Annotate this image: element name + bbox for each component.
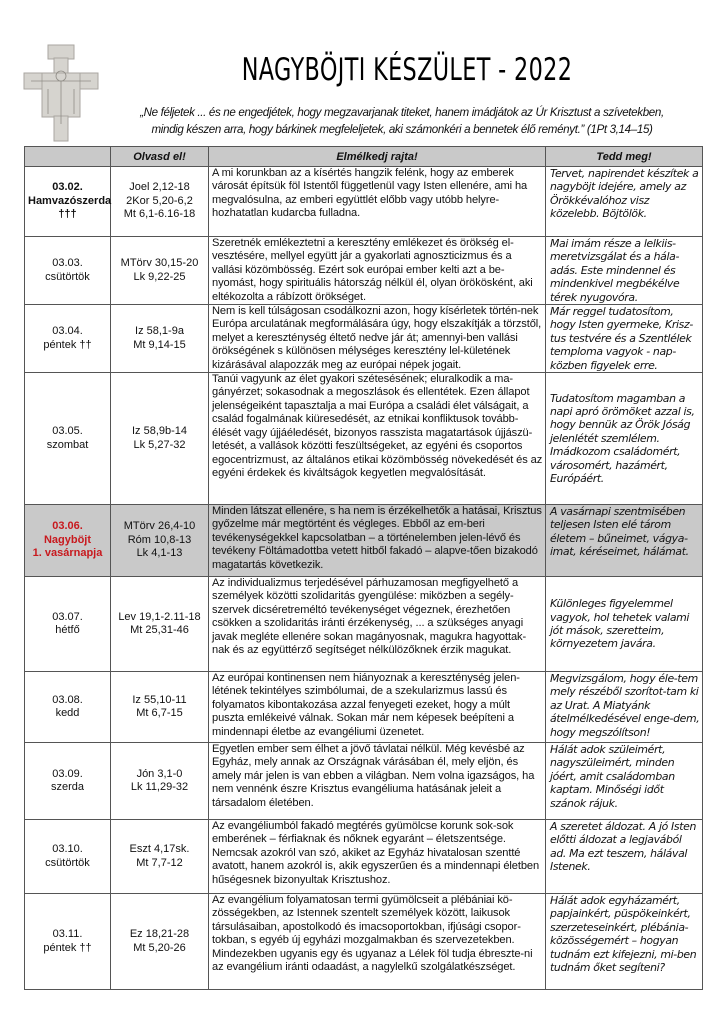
date-date: 03.05. xyxy=(52,425,83,438)
table-row xyxy=(25,894,703,990)
date-marks: 1. vasárnapja xyxy=(32,547,103,560)
date-cell xyxy=(25,672,111,743)
date-date: 03.03. xyxy=(52,257,83,270)
quote-line-1: „Ne féljetek ... és ne engedjétek, hogy megzavarjanak titeket, hanem imádjátok az Úr Krisztust a szívetekben, xyxy=(140,106,664,119)
date-date: 03.02. xyxy=(52,181,83,194)
reading-reference: Róm 10,8-13 xyxy=(127,533,192,546)
action-cell: A szeretet áldozat. A jó Isten előtti áldozat a legjavából ad. Ma ezt teszem, hálával Istenek. xyxy=(546,820,703,894)
table-header-row xyxy=(25,147,703,167)
date-day: Nagyböjt xyxy=(43,533,92,546)
san-damiano-cross-icon xyxy=(23,44,99,142)
meditation-cell: A mi korunkban az a kísértés hangzik felénk, hogy az emberek városát építsük föl Istentől függetlenül vagy Isten ellenére, ami ha megvalósulna, az emberi együttlét előbb vagy utóbb helyre-hozhatatlan kudarcba fulladna. xyxy=(209,167,546,237)
reading-reference: Lk 5,27-32 xyxy=(133,438,186,451)
meditation-cell: Minden látszat ellenére, s ha nem is érzékelhetők a hatásai, Krisztus győzelme már megtörtént és végleges. Ebből az em-beri tevékenységekkel kapcsolatban – a történelemben jelen-lévő és tevékeny Föltámadottba vetett hitből fakadó – alapve-tően bizakodó magatartás következik. xyxy=(209,505,546,577)
date-day: Hamvazószerda xyxy=(28,194,112,207)
action-cell: Már reggel tudatosítom, hogy Isten gyermeke, Krisz-tus testvére és a Szentlélek temploma vagyok - nap-közben figyelek erre. xyxy=(546,305,703,373)
readings-cell xyxy=(111,305,209,373)
date-date: 03.09. xyxy=(52,767,83,780)
meditation-cell: Szeretnék emlékeztetni a keresztény emlékezet és örökség el-vesztésére, mellyel együtt jár a gyakorlati agnoszticizmus és a vallási közömbösség. Ezért sok európai ember kelti azt a be-nyomást, hogy spirituális hátország nélkül él, olyan örökösként, aki eltékozolta a rábízott örökséget. xyxy=(209,237,546,305)
date-cell xyxy=(25,577,111,672)
action-cell: Tervet, napirendet készítek a nagyböjt idejére, amely az Örökkévalóhoz visz közelebb. Böjtölök. xyxy=(546,167,703,237)
date-day: csütörtök xyxy=(45,856,90,869)
table-row xyxy=(25,373,703,505)
reading-reference: Lev 19,1-2.11-18 xyxy=(118,610,201,623)
reading-reference: 2Kor 5,20-6,2 xyxy=(126,194,193,207)
reading-reference: Iz 58,1-9a xyxy=(135,325,184,338)
column-header-meditation: Elmélkedj rajta! xyxy=(209,147,546,167)
action-cell: Különleges figyelemmel vagyok, hol tehetek valami jót mások, szeretteim, környezetem javára. xyxy=(546,577,703,672)
date-date: 03.08. xyxy=(52,693,83,706)
meditation-cell: Egyetlen ember sem élhet a jövő távlatai nélkül. Még kevésbé az Egyház, mely annak az Országnak várásában él, mely eljön, és amely már jelen is van ebben a világban. Nem volna igazságos, ha nem vennénk észre Krisztus evangéliuma hatásának jeleit a társadalom életében. xyxy=(209,743,546,820)
table-row xyxy=(25,305,703,373)
lent-schedule-table xyxy=(24,146,703,990)
column-header-date xyxy=(25,147,111,167)
reading-reference: Mt 9,14-15 xyxy=(133,338,186,351)
reading-reference: MTörv 30,15-20 xyxy=(120,257,199,270)
table-row xyxy=(25,577,703,672)
quote-line-2: mindig készen arra, hogy bárkinek megfeleljetek, aki számonkéri a bennetek élő reményt.” (1Pt 3,14–15) xyxy=(151,123,653,136)
meditation-cell: Tanúi vagyunk az élet gyakori szétesésének; eluralkodik a ma-gányérzet; sokasodnak a megoszlások és ellentétek. Ezen állapot jelenségeiként tapasztalja a mai Európa a családi élet válságait, a család fogalmának kiüresedését, az etnikai konfliktusok tovább-élését vagy újjáéledését, bizonyos rasszista magatartások újjászü-letését, a vallások közötti feszültségeket, az egyéni és csoportos egocentrizmust, az általános etikai közömbösség növekedését és az egyéni érdekek és kiváltságok kegyetlen megvalósítását. xyxy=(209,373,546,505)
reading-reference: Mt 7,7-12 xyxy=(136,856,183,869)
readings-cell xyxy=(111,505,209,577)
reading-reference: Lk 4,1-13 xyxy=(136,547,183,560)
column-header-action: Tedd meg! xyxy=(546,147,703,167)
reading-reference: Eszt 4,17sk. xyxy=(129,843,190,856)
meditation-cell: Az európai kontinensen nem hiányoznak a kereszténység jelen-létének tekintélyes szimbólumai, de a szekularizmus lassú és folyamatos kibontakozása azzal fenyegeti ezeket, hogy a múlt puszta emlékeivé válnak. Sokan már nem képesek beépíteni a mindennapi életbe az evangéliumi üzenetet. xyxy=(209,672,546,743)
date-day: kedd xyxy=(55,707,80,720)
reading-reference: Mt 5,20-26 xyxy=(133,941,186,954)
date-cell xyxy=(25,237,111,305)
table-row xyxy=(25,237,703,305)
date-date: 03.06. xyxy=(52,520,83,533)
date-cell xyxy=(25,305,111,373)
date-day: hétfő xyxy=(55,624,80,637)
reading-reference: Jón 3,1-0 xyxy=(136,767,183,780)
readings-cell xyxy=(111,237,209,305)
reading-reference: Lk 11,29-32 xyxy=(130,781,189,794)
reading-reference: MTörv 26,4-10 xyxy=(123,520,196,533)
date-date: 03.10. xyxy=(52,843,83,856)
meditation-cell: Az evangéliumból fakadó megtérés gyümölcse korunk sok-sok emberének – férfiaknak és nőknek egyaránt – életszentsége. Nemcsak azokról van szó, akiket az Egyház hivatalosan szentté avatott, hanem azokról is, akik egyszerűen és a mindennapi életben hűségesnek bizonyultak Krisztushoz. xyxy=(209,820,546,894)
readings-cell xyxy=(111,820,209,894)
meditation-cell: Nem is kell túlságosan csodálkozni azon, hogy kísérletek történ-nek Európa arculatának megformálására úgy, hogy elszakítják a törzstől, melyet a kereszténység éltető nedve jár át; amennyi-ben vallási örökségének s különösen mélységes keresztény lel-kületének kizárásával alapozzák meg az európai népek jogait. xyxy=(209,305,546,373)
action-cell: Tudatosítom magamban a napi apró örömöket azzal is, hogy bennük az Örök Jóság jelenlétét szemlélem. Imádkozom családomért, városomért, hazámért, Európáért. xyxy=(546,373,703,505)
readings-cell xyxy=(111,167,209,237)
date-cell xyxy=(25,505,111,577)
readings-cell xyxy=(111,672,209,743)
action-cell: Hálát adok egyházamért, papjainkért, püspökeinkért, szerzeteseinkért, plébánia-közösségemért – hogyan tudnám ezt kifejezni, mi-ben tudnám őket segíteni? xyxy=(546,894,703,990)
date-cell xyxy=(25,894,111,990)
action-cell: Hálát adok szüleimért, nagyszüleimért, minden jóért, amit családomban kaptam. Minőségi időt szánok rájuk. xyxy=(546,743,703,820)
readings-cell xyxy=(111,577,209,672)
page-title: NAGYBÖJTI KÉSZÜLET - 2022 xyxy=(241,52,573,88)
readings-cell xyxy=(111,743,209,820)
reading-reference: Iz 58,9b-14 xyxy=(131,425,188,438)
meditation-cell: Az individualizmus terjedésével párhuzamosan megfigyelhető a személyek közötti szolidaritás gyengülése: miközben a segély-szervek dicséretreméltó tevékenységet végeznek, érezhetően csökken a szolidaritás iránti érzékenység, ... a szükséges anyagi javak megléte ellenére sokan magányosnak, magukra hagyottak-nak és az együttérző segítséget nélkülözőknek érzik magukat. xyxy=(209,577,546,672)
date-marks: ††† xyxy=(58,208,77,221)
date-cell xyxy=(25,167,111,237)
table-row xyxy=(25,505,703,577)
table-row xyxy=(25,167,703,237)
date-day: csütörtök xyxy=(45,270,90,283)
action-cell: A vasárnapi szentmisében teljesen Isten elé tárom életem – bűneimet, vágya-imat, kéréseimet, hálámat. xyxy=(546,505,703,577)
reading-reference: Mt 6,1-6.16-18 xyxy=(123,208,196,221)
meditation-cell: Az evangélium folyamatosan termi gyümölcseit a plébániai kö-zösségekben, az Istennek szentelt személyek között, laikusok társulásaiban, apostolkodó és imacsoportokban, ifjúsági csopor-tokban, s egyéb új egyházi mozgalmakban és szervezetekben. Mindezekben ugyanis egy és ugyanaz a Lélek föl tudja ébreszte-ni az evangélium iránti odaadást, a nagylelkű szolgálatkészséget. xyxy=(209,894,546,990)
reading-reference: Lk 9,22-25 xyxy=(133,270,186,283)
action-cell: Mai imám része a lelkiis-meretvizsgálat és a hála-adás. Este mindennel és mindenkivel megbékélve térek nyugovóra. xyxy=(546,237,703,305)
reading-reference: Iz 55,10-11 xyxy=(132,693,187,706)
bible-quote xyxy=(104,104,700,138)
reading-reference: Mt 25,31-46 xyxy=(130,624,189,637)
date-cell xyxy=(25,820,111,894)
date-date: 03.04. xyxy=(52,325,83,338)
reading-reference: Joel 2,12-18 xyxy=(129,181,190,194)
reading-reference: Ez 18,21-28 xyxy=(129,928,190,941)
table-row xyxy=(25,743,703,820)
date-cell xyxy=(25,373,111,505)
date-day: szerda xyxy=(50,781,85,794)
action-cell: Megvizsgálom, hogy éle-tem mely részéből szorítot-tam ki az Urat. A Miatyánk átelmélkedésével enge-dem, hogy megszólítson! xyxy=(546,672,703,743)
reading-reference: Mt 6,7-15 xyxy=(136,707,183,720)
date-day: péntek †† xyxy=(43,338,92,351)
date-day: szombat xyxy=(46,438,89,451)
readings-cell xyxy=(111,894,209,990)
readings-cell xyxy=(111,373,209,505)
table-row xyxy=(25,820,703,894)
date-cell xyxy=(25,743,111,820)
date-day: péntek †† xyxy=(43,941,92,954)
table-row xyxy=(25,672,703,743)
date-date: 03.11. xyxy=(52,928,83,941)
date-date: 03.07. xyxy=(52,610,83,623)
column-header-readings: Olvasd el! xyxy=(111,147,209,167)
